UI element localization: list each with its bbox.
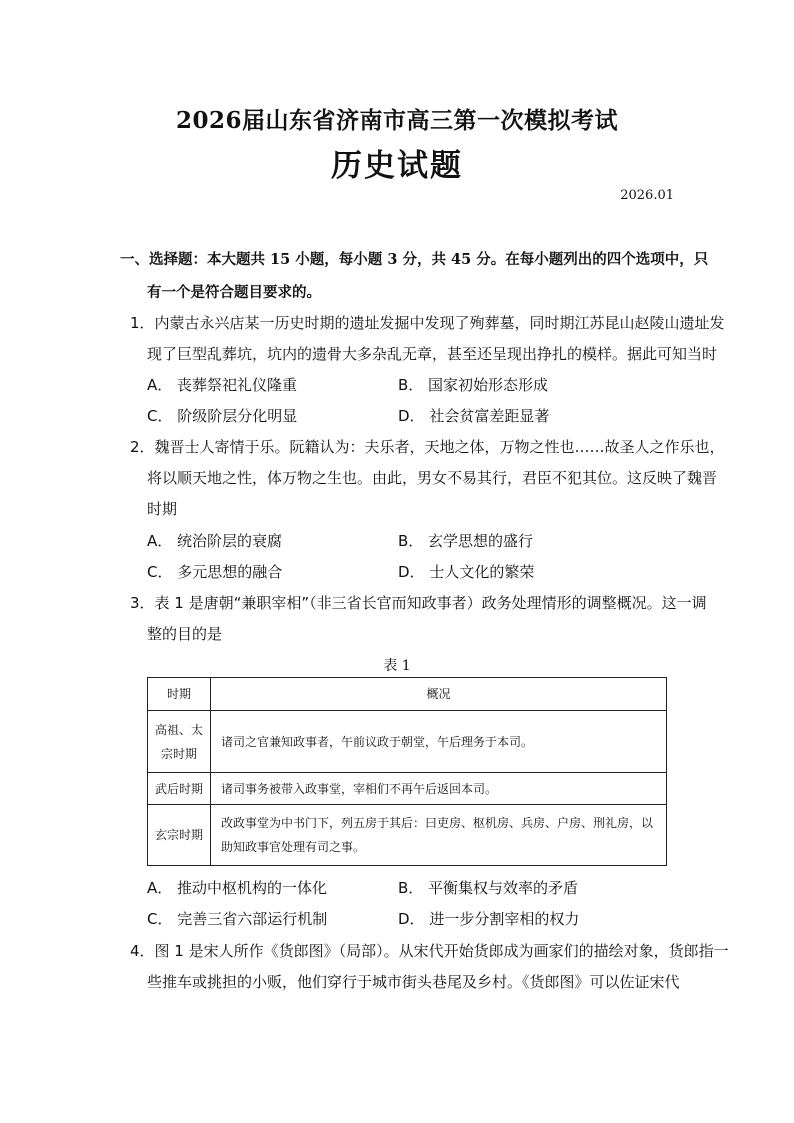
table-header-row bbox=[148, 678, 667, 711]
table-cell-period: 玄宗时期 bbox=[148, 805, 211, 866]
q2-option-a: A． 统治阶层的衰腐 bbox=[147, 532, 283, 550]
table-caption: 表 1 bbox=[383, 658, 411, 674]
section-heading-line2: 有一个是符合题目要求的。 bbox=[147, 284, 321, 301]
exam-date: 2026.01 bbox=[620, 188, 674, 203]
q3-option-b: B． 平衡集权与效率的矛盾 bbox=[398, 879, 579, 897]
q2-stem-line1: 2．魏晋士人寄情于乐。阮籍认为：夫乐者，天地之体，万物之性也……故圣人之作乐也， bbox=[130, 438, 725, 456]
q3-stem-line1: 3．表 1 是唐朝“兼职宰相”（非三省长官而知政事者）政务处理情形的调整概况。这一调 bbox=[130, 594, 707, 612]
exam-title: 2026届山东省济南市高三第一次模拟考试 bbox=[175, 107, 618, 134]
tang-chancellor-table bbox=[147, 677, 667, 866]
subject-title: 历史试题 bbox=[331, 148, 463, 184]
q1-stem-line1: 1．内蒙古永兴店某一历史时期的遗址发掘中发现了殉葬墓，同时期江苏昆山赵陵山遗址发 bbox=[130, 314, 725, 332]
q3-option-d: D． 进一步分割宰相的权力 bbox=[398, 910, 580, 928]
table-cell-summary: 诸司之官兼知政事者，午前议政于朝堂，午后理务于本司。 bbox=[211, 711, 667, 773]
q2-option-b: B． 玄学思想的盛行 bbox=[398, 532, 534, 550]
table-row bbox=[148, 805, 667, 866]
q2-option-d: D． 士人文化的繁荣 bbox=[398, 563, 535, 581]
q2-stem-line2: 将以顺天地之性，体万物之生也。由此，男女不易其行，君臣不犯其位。这反映了魏晋 bbox=[147, 469, 718, 487]
table-cell-summary: 诸司事务被带入政事堂，宰相们不再午后返回本司。 bbox=[211, 773, 667, 805]
q1-option-b: B． 国家初始形态形成 bbox=[398, 376, 549, 394]
q1-option-c: C． 阶级阶层分化明显 bbox=[147, 407, 298, 425]
q2-stem-line3: 时期 bbox=[147, 500, 178, 518]
table-header-summary: 概况 bbox=[211, 678, 667, 711]
table-cell-summary: 改政事堂为中书门下，列五房于其后：曰吏房、枢机房、兵房、户房、刑礼房，以助知政事官处理有司之事。 bbox=[211, 805, 667, 866]
table-header-period: 时期 bbox=[148, 678, 211, 711]
q2-option-c: C． 多元思想的融合 bbox=[147, 563, 283, 581]
q1-stem-line2: 现了巨型乱葬坑，坑内的遗骨大多杂乱无章，甚至还呈现出挣扎的模样。据此可知当时 bbox=[147, 345, 718, 363]
q3-option-a: A． 推动中枢机构的一体化 bbox=[147, 879, 328, 897]
q4-stem-line2: 些推车或挑担的小贩，他们穿行于城市街头巷尾及乡村。《货郎图》可以佐证宋代 bbox=[147, 973, 680, 991]
q3-stem-line2: 整的目的是 bbox=[147, 625, 223, 643]
q1-option-a: A． 丧葬祭祀礼仪隆重 bbox=[147, 376, 298, 394]
q3-option-c: C． 完善三省六部运行机制 bbox=[147, 910, 328, 928]
table-row bbox=[148, 711, 667, 773]
section-heading-line1: 一、选择题：本大题共 15 小题，每小题 3 分，共 45 分。在每小题列出的四个选项中，只 bbox=[120, 251, 709, 268]
q1-option-d: D． 社会贫富差距显著 bbox=[398, 407, 550, 425]
q4-stem-line1: 4．图 1 是宋人所作《货郎图》（局部）。从宋代开始货郎成为画家们的描绘对象，货郎指一 bbox=[130, 942, 729, 960]
table-row bbox=[148, 773, 667, 805]
table-cell-period: 武后时期 bbox=[148, 773, 211, 805]
table-cell-period: 高祖、太宗时期 bbox=[148, 711, 211, 773]
